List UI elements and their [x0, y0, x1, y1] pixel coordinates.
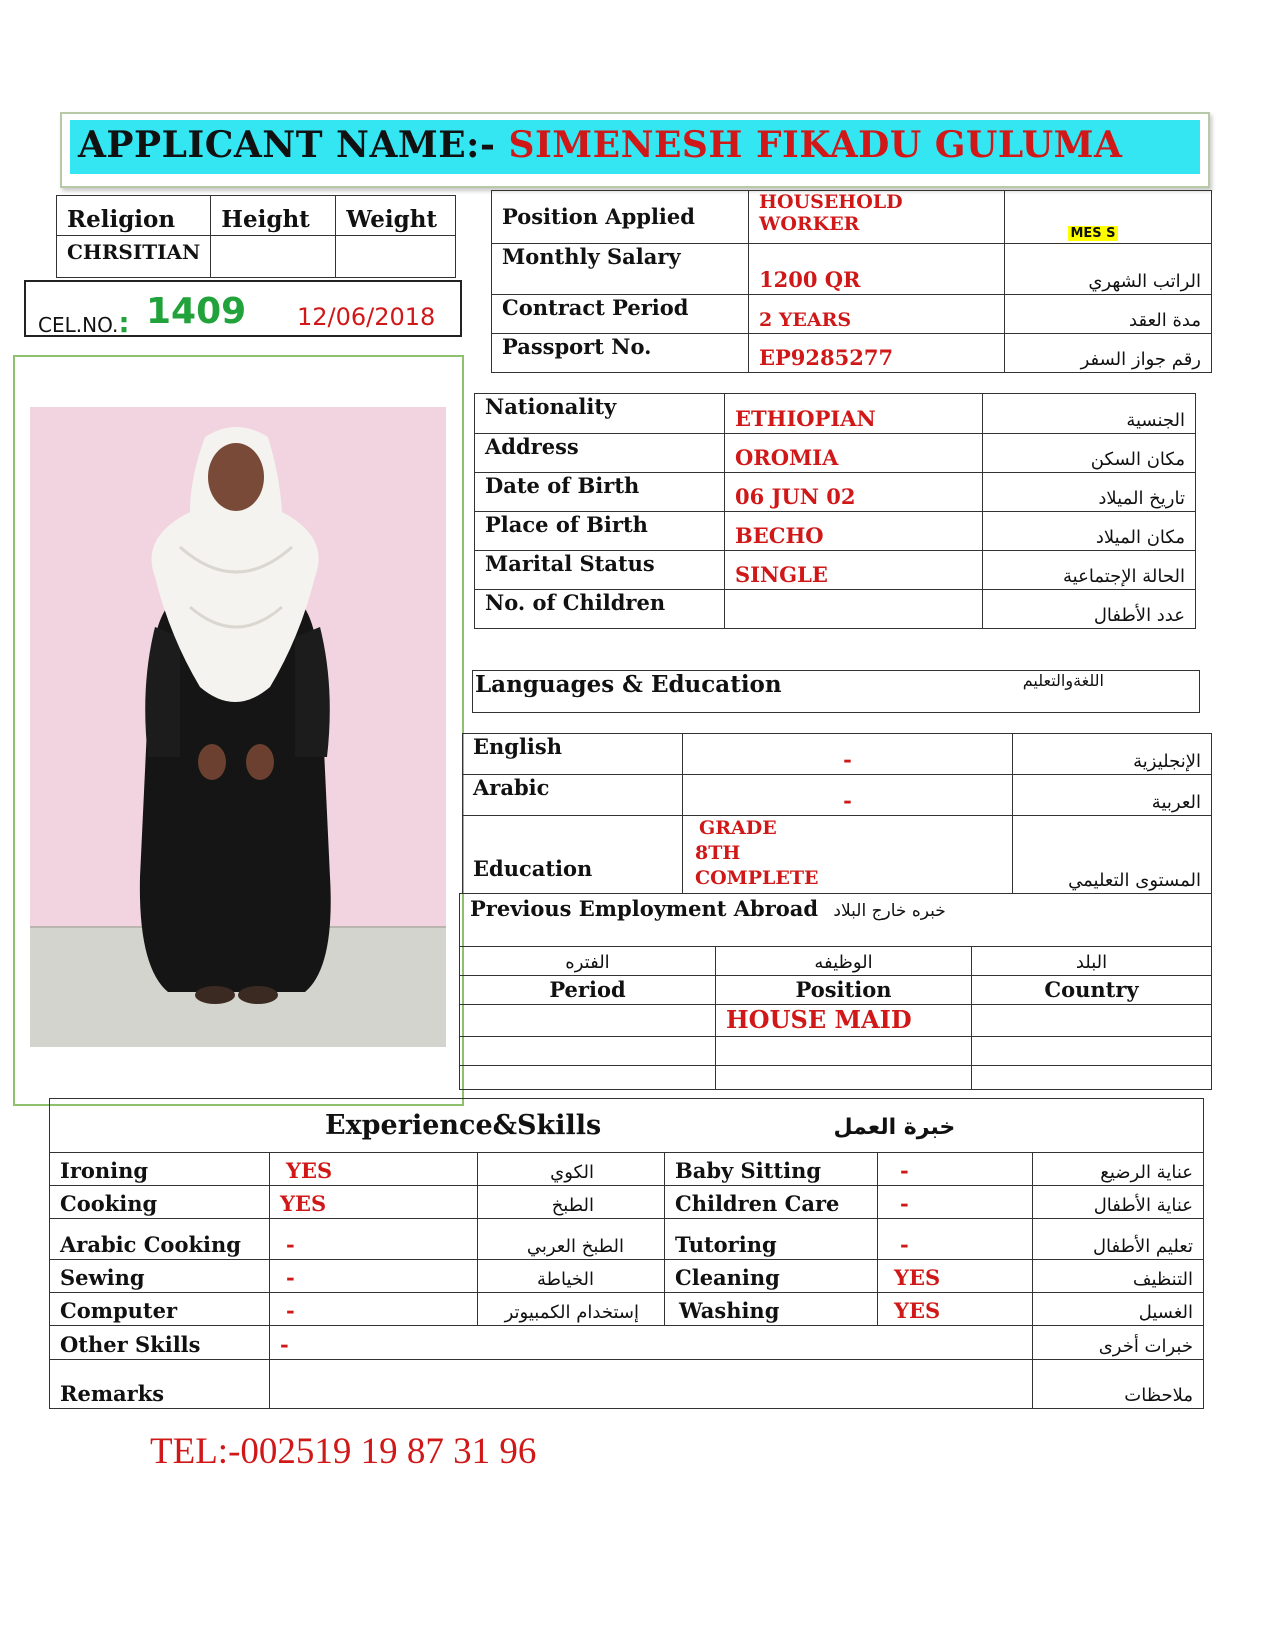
height-value: [211, 236, 336, 278]
marital-status-value: SINGLE: [725, 551, 983, 590]
address-arabic: مكان السكن: [983, 434, 1196, 473]
skill-tutoring-value: -: [878, 1219, 1033, 1260]
employment-period-2: [460, 1037, 716, 1066]
col-country-arabic: البلد: [972, 947, 1212, 976]
arabic-label: Arabic: [463, 775, 683, 816]
skill-cleaning-label: Cleaning: [665, 1260, 878, 1293]
nationality-value: ETHIOPIAN: [725, 394, 983, 434]
skill-washing-arabic: الغسيل: [1033, 1293, 1204, 1326]
education-value: GRADE 8TH COMPLETE: [683, 816, 1013, 894]
employment-title-arabic: خبره خارج البلاد: [833, 901, 946, 921]
skill-sewing-value: -: [270, 1260, 478, 1293]
skill-cleaning-arabic: التنظيف: [1033, 1260, 1204, 1293]
date-of-birth-arabic: تاريخ الميلاد: [983, 473, 1196, 512]
position-applied-value: HOUSEHOLD WORKER: [749, 191, 1005, 244]
passport-number-arabic: رقم جواز السفر: [1005, 334, 1212, 373]
position-table: [491, 190, 1212, 373]
skills-title-arabic: خبرة العمل: [833, 1115, 956, 1140]
col-country: Country: [972, 976, 1212, 1005]
skill-children-care-value: -: [878, 1186, 1033, 1219]
applicant-photo: [30, 407, 446, 1047]
employment-position-2: [716, 1037, 972, 1066]
marital-status-label: Marital Status: [475, 551, 725, 590]
personal-info-table: [474, 393, 1196, 629]
contract-period-label: Contract Period: [492, 295, 749, 334]
employment-country-1: [972, 1005, 1212, 1037]
skill-computer-label: Computer: [50, 1293, 270, 1326]
date-of-birth-value: 06 JUN 02: [725, 473, 983, 512]
col-period: Period: [460, 976, 716, 1005]
skills-title-cell: [50, 1099, 1204, 1153]
weight-value: [336, 236, 456, 278]
passport-number-value: EP9285277: [749, 334, 1005, 373]
employment-country-3: [972, 1066, 1212, 1090]
languages-title: Languages & Education: [473, 671, 932, 713]
position-extra: MES S: [1005, 191, 1212, 244]
remarks-arabic: ملاحظات: [1033, 1360, 1204, 1409]
religion-value: CHRSITIAN: [57, 236, 211, 278]
applicant-name-value: SIMENESH FIKADU GULUMA: [508, 124, 1123, 166]
skill-ironing-label: Ironing: [50, 1153, 270, 1186]
other-skills-value: -: [270, 1326, 1033, 1360]
arabic-arabic: العربية: [1013, 775, 1212, 816]
skill-tutoring-label: Tutoring: [665, 1219, 878, 1260]
marital-status-arabic: الحالة الإجتماعية: [983, 551, 1196, 590]
remarks-value: [270, 1360, 1033, 1409]
skill-arabic-cooking-value: -: [270, 1219, 478, 1260]
date-of-birth-label: Date of Birth: [475, 473, 725, 512]
monthly-salary-arabic: الراتب الشهري: [1005, 244, 1212, 295]
languages-title-table: [472, 670, 1200, 713]
monthly-salary-value: 1200 QR: [749, 244, 1005, 295]
employment-title-cell: [460, 894, 1212, 947]
skill-arabic-cooking-label: Arabic Cooking: [50, 1219, 270, 1260]
address-value: OROMIA: [725, 434, 983, 473]
arabic-value: -: [683, 775, 1013, 816]
skill-baby-sitting-label: Baby Sitting: [665, 1153, 878, 1186]
employment-position-3: [716, 1066, 972, 1090]
col-period-arabic: الفتره: [460, 947, 716, 976]
skill-washing-label: Washing: [665, 1293, 878, 1326]
english-arabic: الإنجليزية: [1013, 734, 1212, 775]
employment-table: [459, 893, 1212, 1090]
telephone-number: TEL:-002519 19 87 31 96: [150, 1431, 537, 1472]
applicant-name-heading: [78, 124, 1122, 166]
skill-washing-value: YES: [878, 1293, 1033, 1326]
skills-title: Experience&Skills: [325, 1110, 602, 1141]
other-skills-label: Other Skills: [50, 1326, 270, 1360]
skill-ironing-value: YES: [270, 1153, 478, 1186]
languages-table: [462, 733, 1212, 894]
height-label: Height: [211, 196, 336, 236]
position-applied-label: Position Applied: [492, 191, 749, 244]
skill-baby-sitting-arabic: عناية الرضيع: [1033, 1153, 1204, 1186]
children-arabic: عدد الأطفال: [983, 590, 1196, 629]
applicant-photo-illustration: [30, 407, 446, 1047]
children-value: [725, 590, 983, 629]
skill-baby-sitting-value: -: [878, 1153, 1033, 1186]
remarks-label: Remarks: [50, 1360, 270, 1409]
skill-cooking-value: YES: [270, 1186, 478, 1219]
employment-period-3: [460, 1066, 716, 1090]
employment-title: Previous Employment Abroad: [470, 896, 819, 921]
english-label: English: [463, 734, 683, 775]
skill-cooking-arabic: الطبخ: [478, 1186, 665, 1219]
languages-title-arabic: اللغةوالتعليم: [931, 671, 1199, 713]
employment-period-1: [460, 1005, 716, 1037]
place-of-birth-value: BECHO: [725, 512, 983, 551]
col-position: Position: [716, 976, 972, 1005]
nationality-arabic: الجنسية: [983, 394, 1196, 434]
skill-sewing-label: Sewing: [50, 1260, 270, 1293]
col-position-arabic: الوظيفه: [716, 947, 972, 976]
nationality-label: Nationality: [475, 394, 725, 434]
skills-table: [49, 1098, 1204, 1409]
basic-info-table: [56, 195, 456, 278]
cel-number-label: CEL.NO.:: [38, 306, 130, 339]
other-skills-arabic: خبرات أخرى: [1033, 1326, 1204, 1360]
applicant-name-label: APPLICANT NAME:-: [78, 124, 496, 166]
english-value: -: [683, 734, 1013, 775]
education-arabic: المستوى التعليمي: [1013, 816, 1212, 894]
skill-computer-value: -: [270, 1293, 478, 1326]
contract-period-arabic: مدة العقد: [1005, 295, 1212, 334]
education-label: Education: [463, 816, 683, 894]
skill-cooking-label: Cooking: [50, 1186, 270, 1219]
place-of-birth-label: Place of Birth: [475, 512, 725, 551]
skill-ironing-arabic: الكوي: [478, 1153, 665, 1186]
children-label: No. of Children: [475, 590, 725, 629]
weight-label: Weight: [336, 196, 456, 236]
skill-sewing-arabic: الخياطة: [478, 1260, 665, 1293]
skill-children-care-label: Children Care: [665, 1186, 878, 1219]
cel-number-value: 1409: [146, 291, 247, 332]
place-of-birth-arabic: مكان الميلاد: [983, 512, 1196, 551]
religion-label: Religion: [57, 196, 211, 236]
employment-position-1: HOUSE MAID: [716, 1005, 972, 1037]
skill-computer-arabic: إستخدام الكمبيوتر: [478, 1293, 665, 1326]
skill-tutoring-arabic: تعليم الأطفال: [1033, 1219, 1204, 1260]
skill-arabic-cooking-arabic: الطبخ العربي: [478, 1219, 665, 1260]
skill-cleaning-value: YES: [878, 1260, 1033, 1293]
skill-children-care-arabic: عناية الأطفال: [1033, 1186, 1204, 1219]
monthly-salary-label: Monthly Salary: [492, 244, 749, 295]
passport-number-label: Passport No.: [492, 334, 749, 373]
employment-country-2: [972, 1037, 1212, 1066]
contract-period-value: 2 YEARS: [749, 295, 1005, 334]
cel-date: 12/06/2018: [297, 303, 436, 331]
address-label: Address: [475, 434, 725, 473]
cel-colon: :: [118, 306, 130, 339]
